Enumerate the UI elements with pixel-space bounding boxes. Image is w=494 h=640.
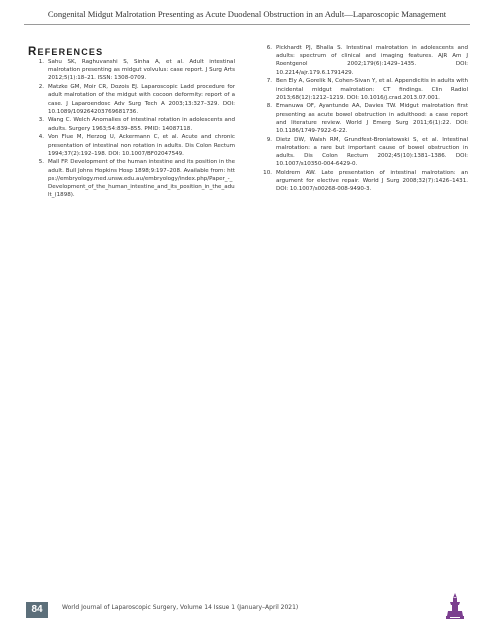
references-heading-initial: R — [28, 46, 38, 58]
references-column-right — [258, 44, 468, 194]
reference-item — [30, 116, 235, 132]
reference-item — [258, 44, 468, 77]
reference-number: 9. — [266, 136, 272, 143]
reference-number: 2. — [38, 84, 44, 91]
reference-text: Von Flue M, Herzog U, Ackermann C, et al. Acute and chronic presentation of intestinal non rotation in adults. Dis Colon Rectum 1994;37(2):192–198. DOI: 10.1007/BF02047549. — [48, 134, 235, 157]
page-footer — [0, 596, 494, 626]
reference-text: Sahu SK, Raghuvanshi S, Sinha A, et al. Adult intestinal malrotation presenting as midgut volvulus: case report. J Surg Arts 2012;5(1):18–21. ISSN: 1308-0709. — [48, 59, 235, 82]
references-column-left — [30, 58, 235, 200]
publisher-logo-icon — [444, 592, 466, 620]
reference-number: 1. — [38, 59, 44, 65]
running-head: Congenital Midgut Malrotation Presenting as Acute Duodenal Obstruction in an Adult—Laparoscopic Management — [47, 9, 447, 19]
reference-number: 8. — [266, 103, 272, 110]
reference-text: Wang C. Welch Anomalies of intestinal rotation in adolescents and adults. Surgery 1963;54:839–855. PMID: 14087118. — [48, 117, 235, 132]
journal-citation: World Journal of Laparoscopic Surgery, Volume 14 Issue 1 (January–April 2021) — [62, 604, 299, 611]
reference-text: Dietz DW, Walsh RM, Grundfest-Broniatowski S, et al. Intestinal malrotation: a rare but important cause of bowel obstruction in adults. Dis Colon Rectum 2002;45(10):1381–1386. DOI: 10.1007/s10350-004-6429-0. — [276, 136, 468, 168]
reference-number: 10. — [263, 170, 272, 177]
reference-item — [30, 83, 235, 116]
reference-item — [258, 169, 468, 194]
reference-text: Pickhardt PJ, Bhalla S. Intestinal malrotation in adolescents and adults: spectrum of clinical and imaging features. AJR Am J Roentgenol 2002;179(6):1429–1435. DOI: 10.2214/ajr.179.6.1791429. — [276, 45, 468, 76]
page-number: 84 — [26, 602, 48, 618]
references-heading — [28, 46, 103, 58]
reference-text: Emanuwa OF, Ayantunde AA, Davies TW. Midgut malrotation first presenting as acute bowel obstruction in adulthood: a case report and literature review. World J Emerg Surg 2011;6(1):22. DOI: 10.1186/1749-7922-6-22. — [276, 103, 468, 135]
reference-item — [258, 102, 468, 135]
reference-number: 3. — [38, 117, 44, 124]
reference-item — [30, 133, 235, 158]
reference-text: Moldrem AW. Late presentation of intestinal malrotation: an argument for elective repair. World J Surg 2008;32(7):1426–1431. DOI: 10.1007/s00268-008-9490-3. — [276, 170, 468, 193]
reference-number: 4. — [38, 134, 44, 141]
reference-item — [30, 58, 235, 83]
reference-number: 6. — [266, 45, 272, 51]
reference-text: Ben Ely A, Gorelik N, Cohen-Sivan Y, et al. Appendicitis in adults with incidental midgut malrotation: CT findings. Clin Radiol 2013;68(12):1212–1219. DOI: 10.1016/j.crad.2013.07.001. — [276, 78, 468, 101]
reference-item — [30, 158, 235, 199]
header-rule — [24, 24, 470, 25]
reference-item — [258, 136, 468, 169]
reference-item — [258, 77, 468, 102]
reference-number: 5. — [38, 159, 44, 166]
reference-text: Matzke GM, Moir CR, Dozois EJ. Laparoscopic Ladd procedure for adult malrotation of the midgut with cocoon deformity: report of a case. J Laparoendosc Adv Surg Tech A 2003;13:327–329. DOI: 10.1089/109264203769681736. — [48, 84, 235, 115]
reference-number: 7. — [266, 78, 272, 85]
reference-text: Mall FP. Development of the human intestine and its position in the adult. Bull Johns Hopkins Hosp 1898;9:197–208. Available from: https://embryology.med.unsw.edu.au/embryology/index.php/Paper_-_Development_of_the_human_intestine_and_its_position_in_the_adult_(1898). — [48, 159, 235, 199]
references-heading-rest: EFERENCES — [37, 47, 104, 57]
